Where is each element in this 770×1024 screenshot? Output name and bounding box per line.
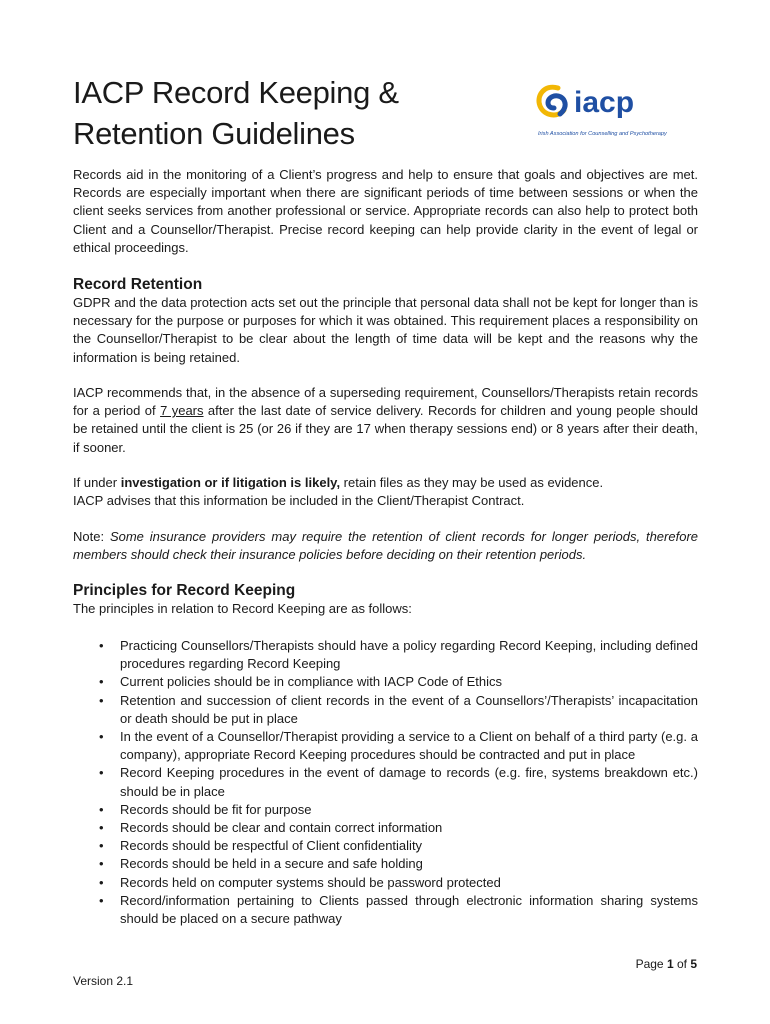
litigation-line (73, 474, 698, 492)
page-total: 5 (690, 957, 697, 971)
bullet-icon: • (99, 638, 104, 653)
page-number (636, 957, 697, 971)
bullet-icon: • (99, 801, 104, 817)
bullet-icon: • (99, 765, 104, 781)
logo-subtitle: Irish Association for Counselling and Psychotherapy (538, 131, 667, 137)
list-item (73, 637, 698, 673)
page-label: Page (635, 957, 667, 971)
litigation-text-a: If under (73, 475, 121, 490)
list-item-text: Records should be held in a secure and safe holding (120, 856, 423, 872)
list-item (73, 764, 698, 800)
list-item (73, 673, 698, 691)
litigation-paragraph (73, 474, 698, 510)
page-of: of (673, 957, 691, 971)
list-item (73, 855, 698, 873)
list-item-text: Retention and succession of client records in the event of a Counsellors’/Therapists’ incapacitation or death should be put in place (120, 692, 698, 726)
principles-list (73, 637, 698, 928)
list-item (73, 819, 698, 837)
bullet-icon: • (99, 856, 104, 872)
gdpr-paragraph: GDPR and the data protection acts set out the principle that personal data shall not be kept for longer than is necessary for the purpose or purposes for which it was obtained. This requirement places a responsibility on the Counsellor/Therapist to be clear about the length of time data will be kept and the reasons why the information is being retained. (73, 295, 698, 365)
list-item-text: Records should be respectful of Client confidentiality (120, 838, 423, 854)
list-item-text: Records should be clear and contain correct information (120, 820, 443, 836)
principles-heading: Principles for Record Keeping (73, 582, 296, 599)
page-current: 1 (666, 957, 674, 971)
litigation-emphasis: investigation or if litigation is likely, (120, 475, 341, 490)
bullet-icon: • (99, 838, 104, 854)
recommendation-text-a: IACP recommends that, in the absence of a superseding requirement, Counsellors/Therapists retain records for a period of (73, 385, 698, 419)
insurance-note (73, 528, 698, 564)
list-item (73, 692, 698, 728)
list-item-text: Record/information pertaining to Clients passed through electronic information sharing systems should be placed on a secure pathway (120, 892, 698, 927)
bullet-icon: • (99, 874, 104, 890)
litigation-text-b: retain files as they may be used as evidence. (340, 475, 604, 490)
list-item-text: Records should be fit for purpose (120, 801, 312, 817)
iacp-logo-icon (530, 74, 670, 144)
iacp-logo (530, 74, 670, 144)
bullet-icon: • (99, 820, 104, 836)
list-item-text: Current policies should be in compliance with IACP Code of Ethics (120, 674, 503, 690)
bullet-icon: • (99, 729, 104, 745)
recommendation-paragraph (73, 384, 698, 457)
version-label: Version 2.1 (73, 974, 134, 988)
note-label: Note: (73, 529, 110, 544)
list-item (73, 837, 698, 855)
document-title (73, 72, 399, 154)
note-text: Some insurance providers may require the retention of client records for longer periods, therefore members should check their insurance policies before deciding on their retention periods. (73, 529, 698, 563)
contract-line: IACP advises that this information be included in the Client/Therapist Contract. (73, 493, 525, 509)
recommendation-text-b: after the last date of service delivery. Records for children and young people should be retained until the client is 25 (or 26 if they are 17 when therapy sessions end) or 8 years after their death, if sooner. (73, 403, 699, 455)
title-line-2: Retention Guidelines (73, 116, 355, 151)
title-line-1: IACP Record Keeping & (73, 75, 399, 110)
retention-period: 7 years (160, 403, 204, 419)
principles-intro: The principles in relation to Record Keeping are as follows: (73, 601, 412, 616)
logo-wordmark: iacp (574, 86, 635, 119)
list-item-text: In the event of a Counsellor/Therapist providing a service to a Client on behalf of a third party (e.g. a company), appropriate Record Keeping procedures should be contracted and put in place (120, 729, 698, 763)
list-item (73, 728, 698, 764)
list-item (73, 801, 698, 819)
bullet-icon: • (99, 692, 104, 708)
list-item-text: Record Keeping procedures in the event of damage to records (e.g. fire, systems breakdown etc.) should be in place (120, 765, 698, 799)
list-item (73, 892, 698, 928)
bullet-icon: • (99, 892, 104, 908)
record-retention-heading: Record Retention (73, 276, 203, 293)
list-item (73, 874, 698, 892)
list-item-text: Records held on computer systems should be password protected (120, 874, 501, 890)
list-item-text: Practicing Counsellors/Therapists should have a policy regarding Record Keeping, including defined procedures regarding Record Keeping (120, 638, 698, 672)
intro-paragraph: Records aid in the monitoring of a Client’s progress and help to ensure that goals and objectives are met. Records are especially important when there are significant periods of time between sessions or when the client seeks services from another professional or service. Appropriate records can also help to protect both Client and a Counsellor/Therapist. Precise record keeping can help provide clarity in the event of legal or ethical proceedings. (73, 167, 698, 255)
bullet-icon: • (99, 674, 104, 690)
